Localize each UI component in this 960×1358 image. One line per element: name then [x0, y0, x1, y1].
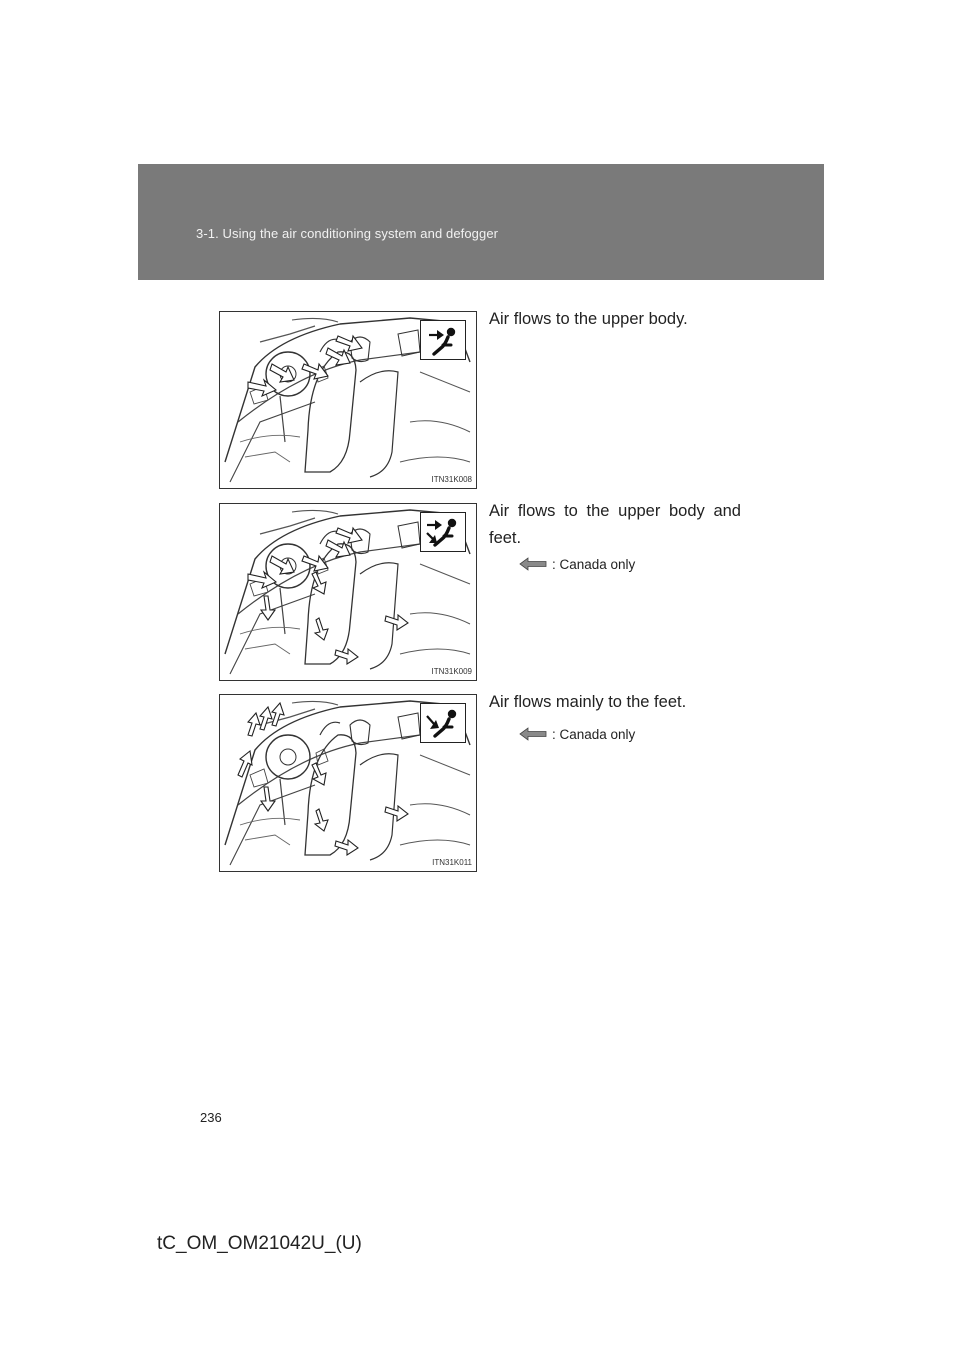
- figure-face-mode: [219, 311, 477, 489]
- mode-description: Air flows to the upper body and feet.: [489, 502, 741, 547]
- header-band: [138, 164, 824, 280]
- page-number: 236: [200, 1110, 222, 1125]
- figure-bilevel-mode: [219, 503, 477, 681]
- mode-description: Air flows to the upper body.: [489, 310, 688, 328]
- canada-note-text: : Canada only: [552, 557, 636, 572]
- canada-note-text: : Canada only: [552, 727, 636, 742]
- face-vent-icon: [420, 320, 466, 360]
- figure-code: ITN31K008: [431, 475, 472, 484]
- canada-arrow-icon: [518, 726, 548, 742]
- bi-level-vent-icon: [420, 512, 466, 552]
- foot-vent-icon: [420, 703, 466, 743]
- section-title: 3-1. Using the air conditioning system and defogger: [196, 226, 499, 241]
- mode-description: Air flows mainly to the feet.: [489, 693, 687, 711]
- figure-code: ITN31K009: [431, 667, 472, 676]
- document-id: tC_OM_OM21042U_(U): [157, 1233, 362, 1254]
- figure-code: ITN31K011: [432, 858, 472, 867]
- canada-arrow-icon: [518, 556, 548, 572]
- figure-foot-mode: [219, 694, 477, 872]
